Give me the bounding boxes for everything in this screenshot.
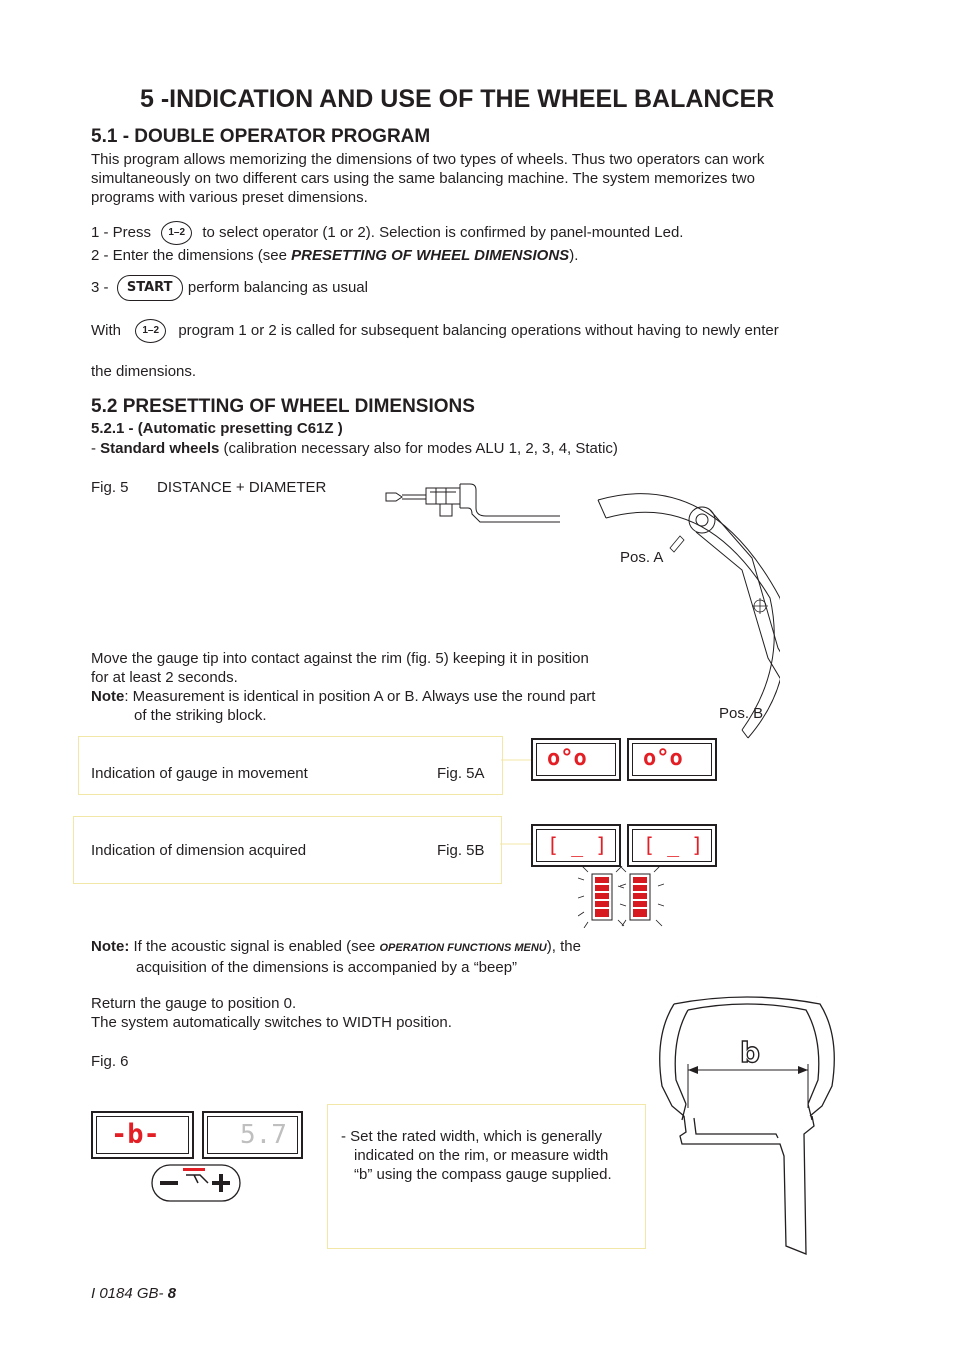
display-width-value <box>202 1111 303 1159</box>
footer-code: I 0184 GB- <box>91 1285 168 1302</box>
intro-line-2: simultaneously on two different cars using the same balancing machine. The system memorizes two <box>91 170 755 187</box>
beep-line-1 <box>91 937 581 958</box>
fig5-label: Fig. 5 <box>91 479 129 496</box>
set-line-1: - Set the rated width, which is generally <box>341 1128 602 1145</box>
fig5-title: DISTANCE + DIAMETER <box>157 479 327 496</box>
display-right-5a-value: o°o <box>643 746 683 771</box>
return-line-1: Return the gauge to position 0. <box>91 995 297 1012</box>
page-number: 8 <box>167 1285 177 1302</box>
return-line-2: The system automatically switches to WIDTH position. <box>91 1014 452 1031</box>
intro-line-1: This program allows memorizing the dimensions of two types of wheels. Thus two operators can work <box>91 151 765 168</box>
note-line-1 <box>91 687 595 706</box>
section-heading-5-1: 5.1 - DOUBLE OPERATOR PROGRAM <box>91 126 431 147</box>
display-width-label-value: -b- <box>111 1119 160 1150</box>
display-left-5a <box>531 738 621 781</box>
with-line <box>91 319 779 343</box>
operator-key-icon: 1–2 <box>161 221 192 245</box>
step-3 <box>91 275 368 301</box>
minus-plus-key-icon <box>150 1163 242 1203</box>
standard-bold: Standard wheels <box>100 440 220 457</box>
page-title: 5 -INDICATION AND USE OF THE WHEEL BALANCER <box>140 85 775 113</box>
display-width-label <box>91 1111 194 1159</box>
position-a-label: Pos. A <box>620 549 664 566</box>
display-left-5b-value: [ _ ] <box>547 833 608 857</box>
step-3-suffix: perform balancing as usual <box>187 278 368 296</box>
box-connector-5a <box>501 750 531 770</box>
note-line-2: of the striking block. <box>134 707 267 724</box>
fig5b-text: Indication of dimension acquired <box>91 842 307 859</box>
step-1-prefix: 1 - Press <box>91 223 152 241</box>
standard-rest: (calibration necessary also for modes ALU 1, 2, 3, 4, Static) <box>219 440 618 457</box>
with-prefix: With <box>91 321 121 339</box>
standard-wheels-line <box>91 439 618 458</box>
beep-text-1: If the acoustic signal is enabled (see <box>129 938 380 955</box>
standard-prefix: - <box>91 440 101 457</box>
set-line-3: “b” using the compass gauge supplied. <box>354 1166 612 1183</box>
step-2-suffix: ). <box>569 247 579 264</box>
step-1 <box>91 221 683 245</box>
display-left-5b <box>531 824 621 867</box>
beep-line-2: acquisition of the dimensions is accompanied by a “beep” <box>136 959 518 976</box>
display-right-5a <box>627 738 717 781</box>
fig5b-label: Fig. 5B <box>437 842 485 859</box>
start-key-icon: START <box>117 275 183 301</box>
display-right-5b <box>627 824 717 867</box>
fig5a-label: Fig. 5A <box>437 765 485 782</box>
step-1-suffix: to select operator (1 or 2). Selection is confirmed by panel-mounted Led. <box>202 223 684 241</box>
beep-label: Note: <box>91 938 130 955</box>
with-suffix: program 1 or 2 is called for subsequent balancing operations without having to newly enter <box>178 321 779 339</box>
beep-paragraph <box>91 937 581 977</box>
beep-emphasis: OPERATION FUNCTIONS MENU <box>379 942 547 954</box>
move-paragraph <box>91 649 595 725</box>
set-line-2: indicated on the rim, or measure width <box>354 1147 609 1164</box>
display-right-5b-value: [ _ ] <box>643 833 704 857</box>
step-2 <box>91 246 578 265</box>
return-paragraph <box>91 994 452 1032</box>
beep-text-2: ), the <box>546 938 581 955</box>
operator-key-icon-2: 1–2 <box>135 319 166 343</box>
display-width-value-text: 5.7 <box>240 1120 287 1150</box>
section-heading-5-2: 5.2 PRESETTING OF WHEEL DIMENSIONS <box>91 396 475 417</box>
position-b-label: Pos. B <box>719 705 764 722</box>
wheel-cross-section-icon <box>652 996 842 1261</box>
intro-line-3: programs with various preset dimensions. <box>91 189 368 206</box>
move-line-2: for at least 2 seconds. <box>91 669 238 686</box>
footer <box>91 1284 176 1303</box>
step-2-emphasis: PRESETTING OF WHEEL DIMENSIONS <box>291 247 570 264</box>
box-connector-5b <box>500 836 531 856</box>
set-width-paragraph <box>341 1127 612 1184</box>
move-line-1: Move the gauge tip into contact against the rim (fig. 5) keeping it in position <box>91 650 589 667</box>
note-text-1: : Measurement is identical in position A or B. Always use the round part <box>124 688 596 705</box>
display-left-5a-value: o°o <box>547 746 587 771</box>
wheel-width-letter: b <box>740 1036 761 1069</box>
note-label: Note <box>91 688 125 705</box>
intro-paragraph <box>91 150 764 207</box>
led-indicators-icon <box>578 866 664 928</box>
fig5a-text: Indication of gauge in movement <box>91 765 308 782</box>
step-2-prefix: 2 - Enter the dimensions (see <box>91 247 292 264</box>
step-3-prefix: 3 - <box>91 278 109 296</box>
subsection-heading-5-2-1: 5.2.1 - (Automatic presetting C61Z ) <box>91 420 343 437</box>
fig6-label: Fig. 6 <box>91 1053 129 1070</box>
with-tail: the dimensions. <box>91 363 197 380</box>
